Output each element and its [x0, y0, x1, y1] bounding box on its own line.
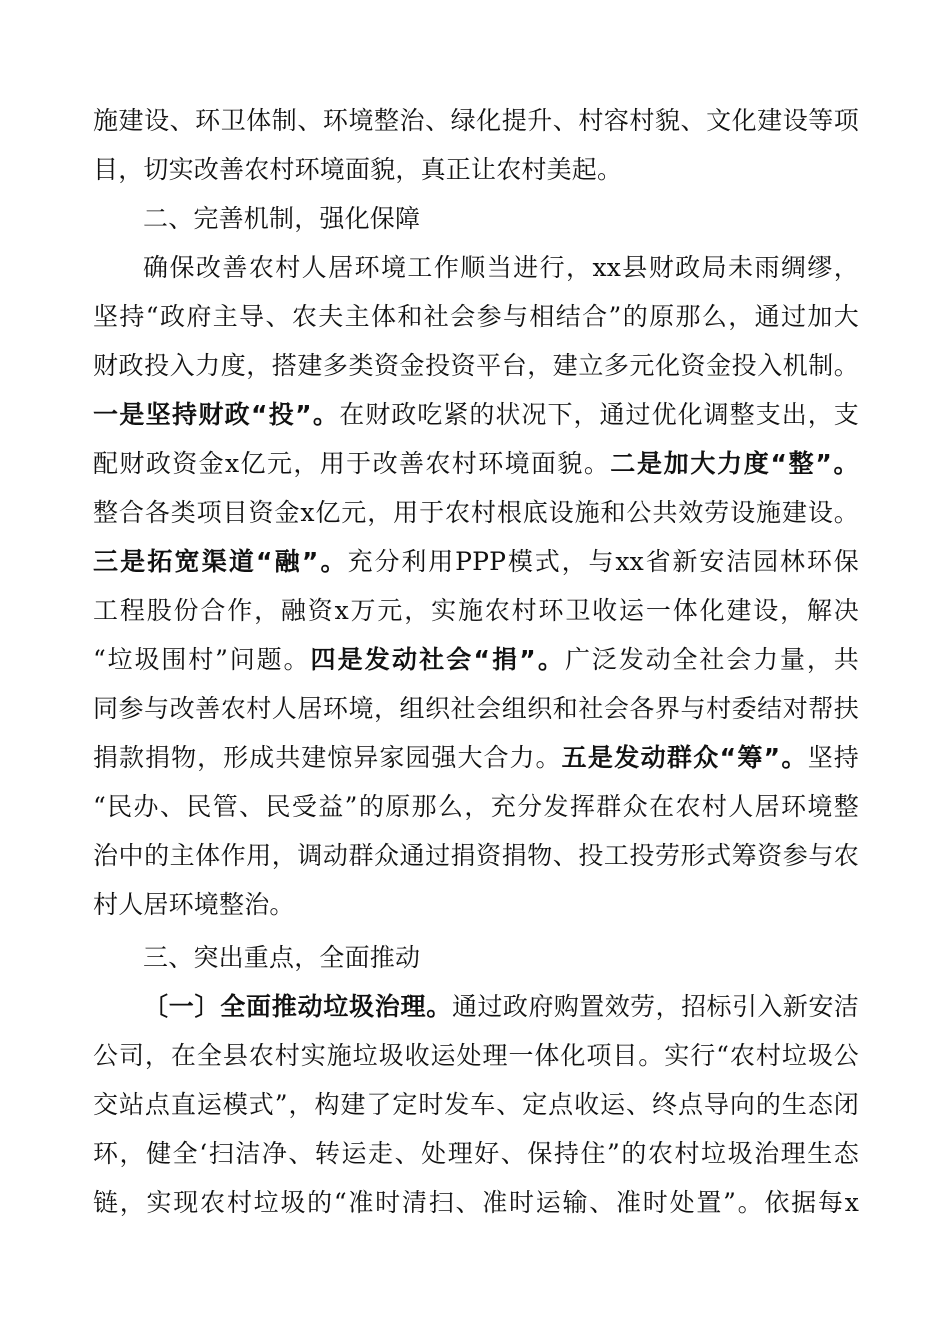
text-run: 施建设、环卫体制、环境整治、绿化提升、村容村貌、文化建设等项 [93, 106, 859, 135]
body-line [93, 1031, 859, 1080]
body-line [93, 1178, 859, 1227]
bold-run: 二是加大力度“整”。 [610, 449, 859, 478]
section-heading-2 [93, 194, 859, 243]
text-run: 配财政资金x亿元，用于改善农村环境面貌。 [93, 449, 611, 478]
heading-text: 三、突出重点，全面推动 [143, 943, 421, 972]
body-line [93, 733, 859, 782]
text-run: 通过政府购置效劳，招标引入新安洁 [452, 992, 859, 1021]
text-run: 环，健全‘扫洁净、转运走、处理好、保持住”的农村垃圾治理生态 [93, 1139, 859, 1168]
body-line [93, 341, 859, 390]
text-run: 同参与改善农村人居环境，组织社会组织和社会各界与村委结对帮扶 [93, 694, 859, 723]
body-line [93, 390, 859, 439]
text-run: 充分利用PPP模式，与xx省新安洁园林环保 [347, 547, 859, 576]
body-line [93, 145, 859, 194]
text-run: 坚持 [807, 743, 859, 772]
text-run: 广泛发动全社会力量，共 [565, 645, 859, 674]
heading-text: 二、完善机制，强化保障 [143, 204, 421, 233]
bold-run: 三是拓宽渠道“融”。 [93, 547, 348, 576]
text-run: 交站点直运模式”，构建了定时发车、定点收运、终点导向的生态闭 [93, 1090, 859, 1119]
text-run: “民办、民管、民受益”的原那么，充分发挥群众在农村人居环境整 [93, 792, 859, 821]
text-run: 捐款捐物，形成共建惊异家园强大合力。 [93, 743, 562, 772]
body-line [93, 982, 859, 1031]
body-line [93, 635, 859, 684]
body-line [93, 684, 859, 733]
text-run: 链，实现农村垃圾的“准时清扫、准时运输、准时处置”。依据每x [93, 1188, 859, 1217]
document-page [93, 96, 859, 1227]
bold-run: 一是坚持财政“投”。 [93, 400, 340, 429]
body-line [93, 96, 859, 145]
text-run: “垃圾围村”问题。 [93, 645, 311, 674]
body-line [93, 439, 859, 488]
body-line [93, 488, 859, 537]
body-line [93, 831, 859, 880]
body-line [93, 880, 859, 929]
text-run: 工程股份合作，融资x万元，实施农村环卫收运一体化建设，解决 [93, 596, 859, 625]
text-run: 目，切实改善农村环境面貌，真正让农村美起。 [93, 155, 623, 184]
bold-run: 五是发动群众“筹”。 [561, 743, 808, 772]
body-line [93, 243, 859, 292]
text-run: 确保改善农村人居环境工作顺当进行，xx县财政局未雨绸缪， [143, 253, 859, 282]
body-line [93, 1129, 859, 1178]
text-run: 公司，在全县农村实施垃圾收运处理一体化项目。实行“农村垃圾公 [93, 1041, 859, 1070]
body-line [93, 537, 859, 586]
body-line [93, 1080, 859, 1129]
text-run: 村人居环境整治。 [93, 890, 295, 919]
body-line [93, 586, 859, 635]
section-heading-3 [93, 933, 859, 982]
text-run: 财政投入力度，搭建多类资金投资平台，建立多元化资金投入机制。 [93, 351, 859, 380]
text-run: 坚持“政府主导、农夫主体和社会参与相结合”的原那么，通过加大 [93, 302, 859, 331]
text-run: 在财政吃紧的状况下，通过优化调整支出，支 [339, 400, 859, 429]
bold-run: 〔一〕全面推动垃圾治理。 [143, 992, 453, 1021]
text-run: 整合各类项目资金x亿元，用于农村根底设施和公共效劳设施建设。 [93, 498, 859, 527]
body-line [93, 292, 859, 341]
body-line [93, 782, 859, 831]
bold-run: 四是发动社会“捐”。 [310, 645, 566, 674]
text-run: 治中的主体作用，调动群众通过捐资捐物、投工投劳形式筹资参与农 [93, 841, 859, 870]
